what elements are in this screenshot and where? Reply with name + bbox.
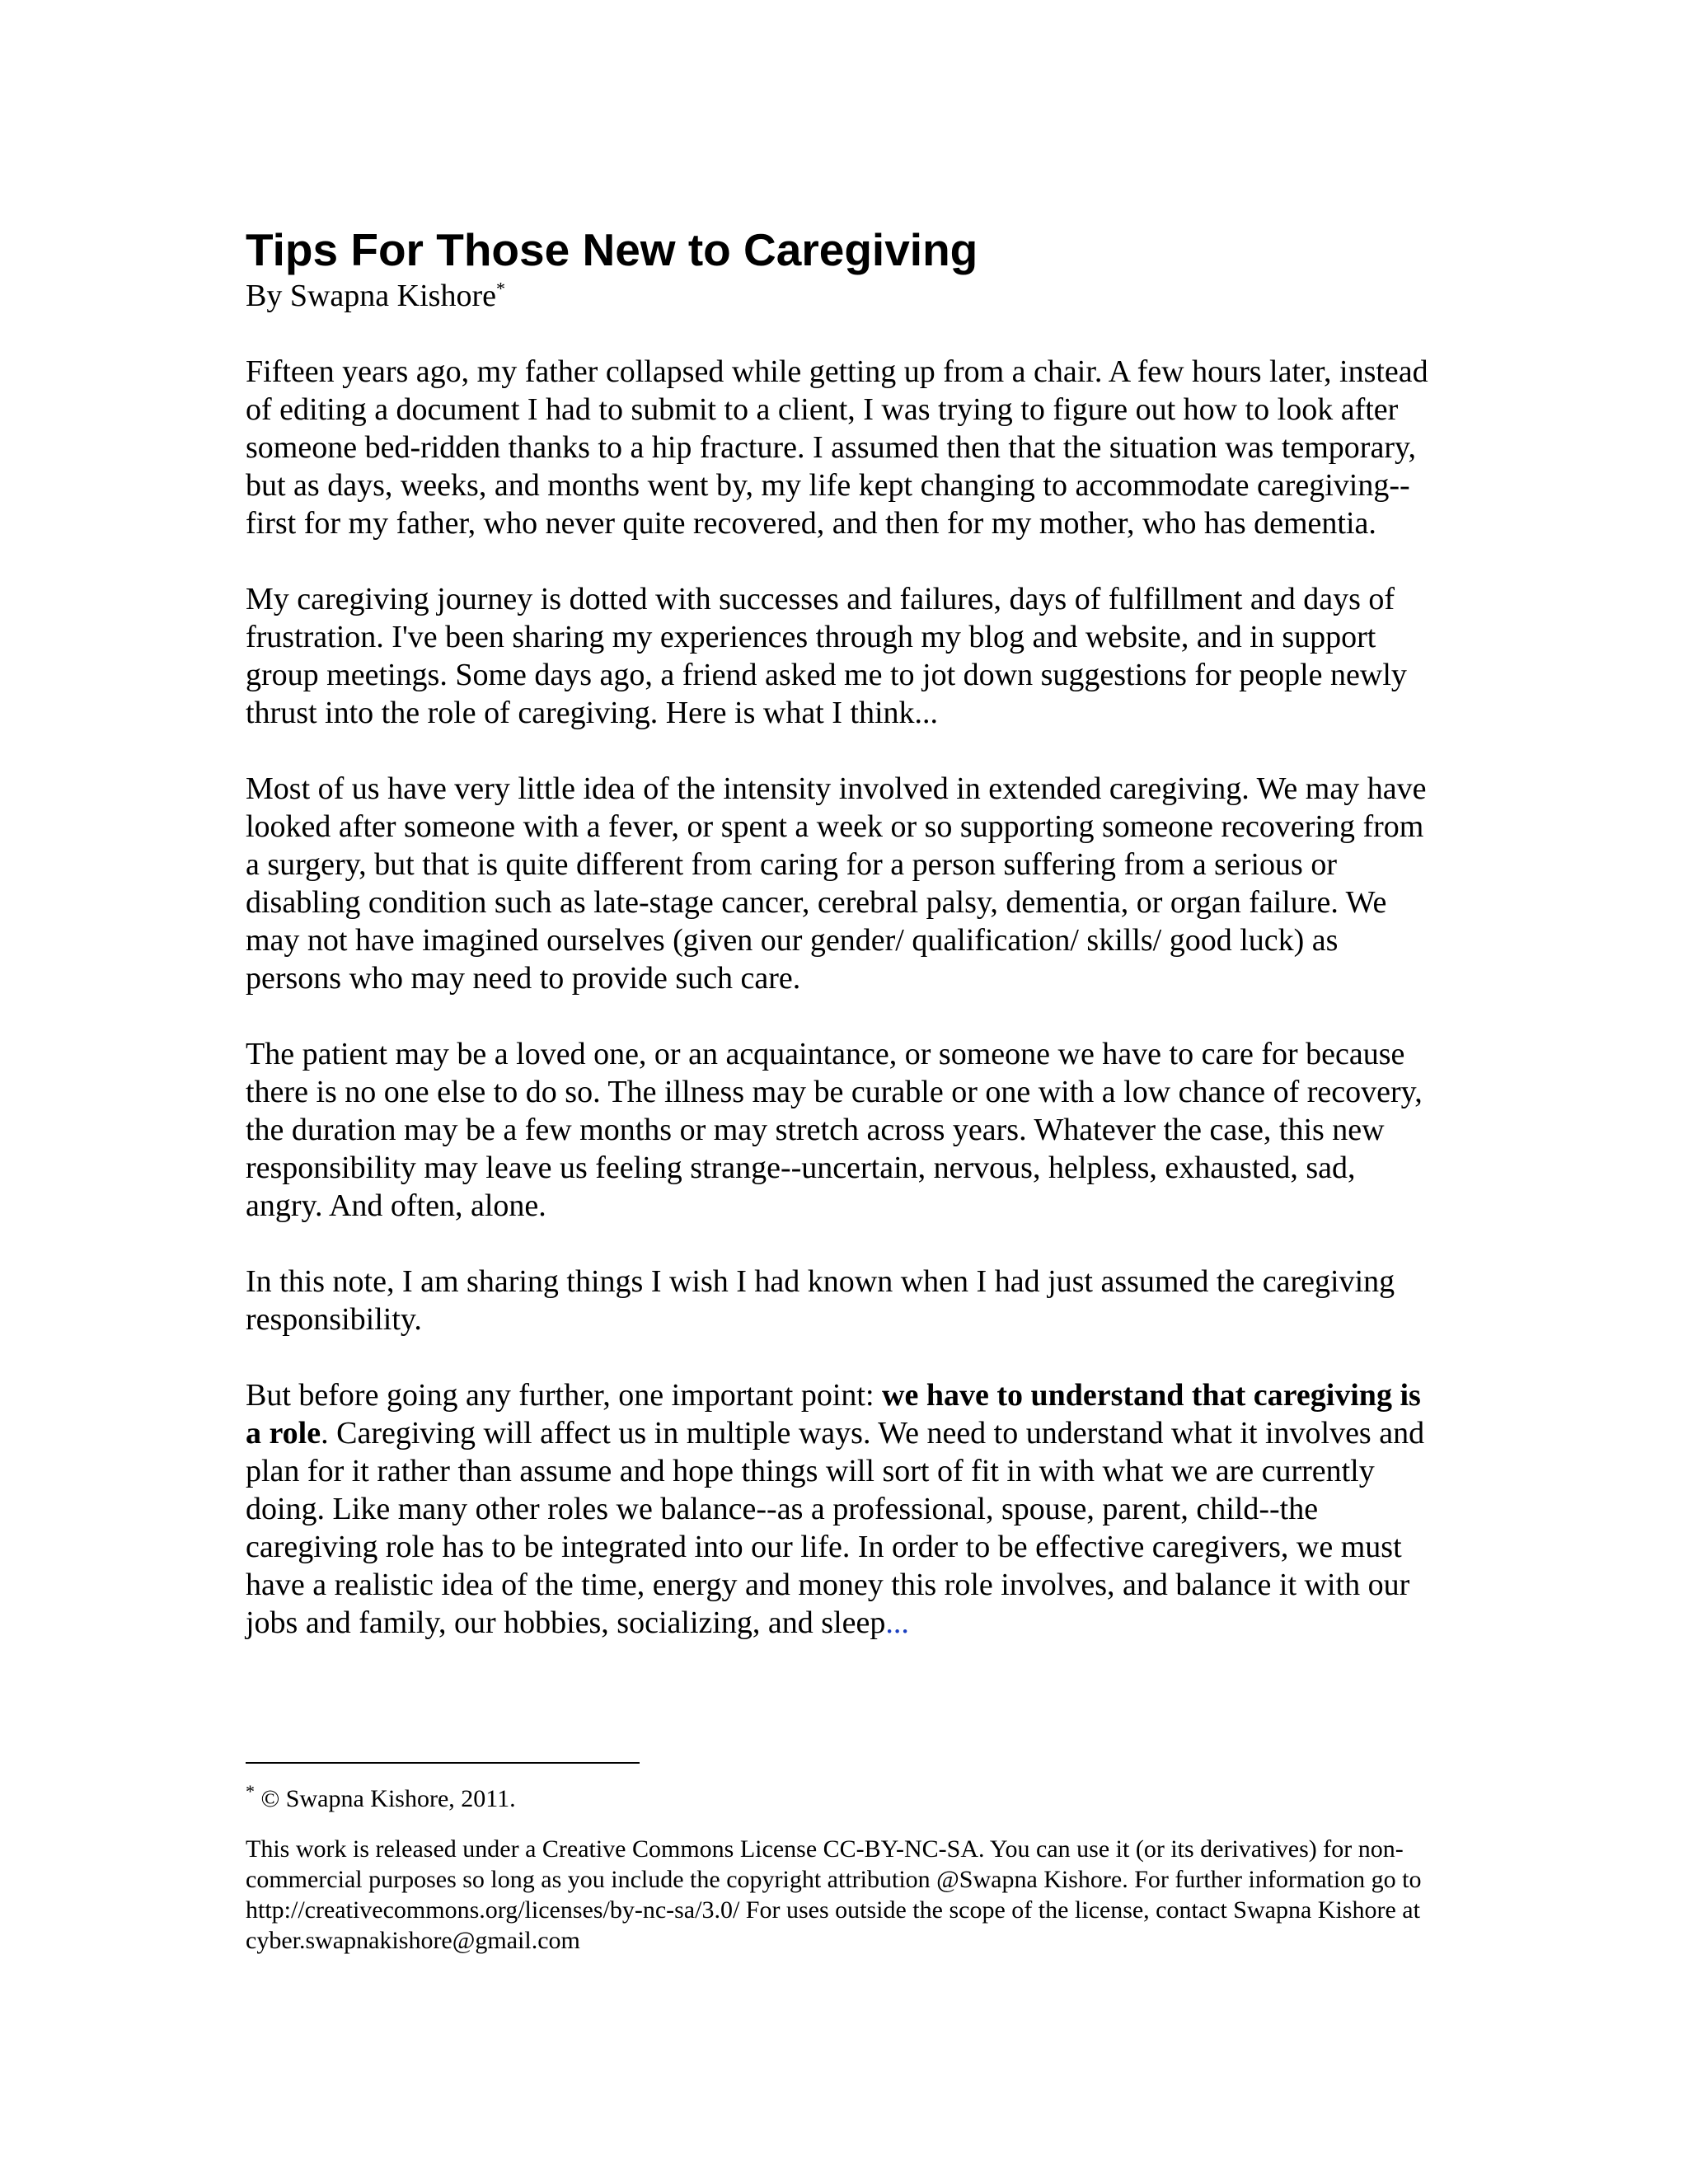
paragraph-1: Fifteen years ago, my father collapsed while getting up from a chair. A few hours later, instead of editing a document I had to submit to a client, I was trying to figure out how to look after someone bed-ridden thanks to a hip fracture. I assumed then that the situation was temporary, but as days, weeks, and months went by, my life kept changing to accommodate caregiving--first for my father, who never quite recovered, and then for my mother, who has dementia.: [246, 354, 1428, 541]
footnote-divider: [246, 1762, 640, 1764]
paragraph-3: Most of us have very little idea of the intensity involved in extended caregiving. We may have looked after someone with a fever, or spent a week or so supporting someone recovering from a surgery, but that is quite different from caring for a person suffering from a serious or disabling condition such as late-stage cancer, cerebral palsy, dementia, or organ failure. We may not have imagined ourselves (given our gender/ qualification/ skills/ good luck) as persons who may need to provide such care.: [246, 771, 1427, 996]
copyright-footnote: [246, 1783, 1432, 1814]
footnote-marker: *: [246, 1781, 255, 1802]
paragraph-6-lead: But before going any further, one important point:: [246, 1378, 883, 1413]
paragraph-4: The patient may be a loved one, or an acquaintance, or someone we have to care for because there is no one else to do so. The illness may be curable or one with a low chance of recovery, the duration may be a few months or may stretch across years. Whatever the case, this new responsibility may leave us feeling strange--uncertain, nervous, helpless, exhausted, sad, angry. And often, alone.: [246, 1037, 1423, 1223]
byline-author: By Swapna Kishore: [246, 279, 496, 313]
footnote-reference-marker[interactable]: *: [495, 278, 505, 299]
paragraph-6-emphasis: we have to understand that caregiving is a role: [246, 1378, 1421, 1451]
footnotes-section: [246, 1762, 1432, 1956]
continuation-ellipsis-link[interactable]: ...: [885, 1605, 909, 1640]
copyright-text: © Swapna Kishore, 2011.: [255, 1785, 516, 1812]
document-body: [246, 223, 1432, 1680]
paragraph-6-rest: . Caregiving will affect us in multiple ways. We need to understand what it involves and plan for it rather than assume and hope things will sort of fit in with what we are currently doing. Like many other roles we balance--as a professional, spouse, parent, child--the caregiving role has to be integrated into our life. In order to be effective caregivers, we must have a realistic idea of the time, energy and money this role involves, and balance it with our jobs and family, our hobbies, socializing, and sleep: [246, 1416, 1425, 1640]
paragraph-5: In this note, I am sharing things I wish I had known when I had just assumed the caregiving responsibility.: [246, 1264, 1395, 1337]
license-notice: This work is released under a Creative Commons License CC-BY-NC-SA. You can use it (or its derivatives) for non-commercial purposes so long as you include the copyright attribution @Swapna Kishore. For further information go to http://creativecommons.org/licenses/by-nc-sa/3.0/ For uses outside the scope of the license, contact Swapna Kishore at cyber.swapnakishore@gmail.com: [246, 1835, 1422, 1954]
paragraph-2: My caregiving journey is dotted with successes and failures, days of fulfillment and days of frustration. I've been sharing my experiences through my blog and website, and in support group meetings. Some days ago, a friend asked me to jot down suggestions for people newly thrust into the role of caregiving. Here is what I think...: [246, 582, 1407, 730]
byline: [246, 277, 1432, 315]
document-title: Tips For Those New to Caregiving: [246, 224, 978, 275]
paragraph-6: [246, 1376, 1432, 1642]
